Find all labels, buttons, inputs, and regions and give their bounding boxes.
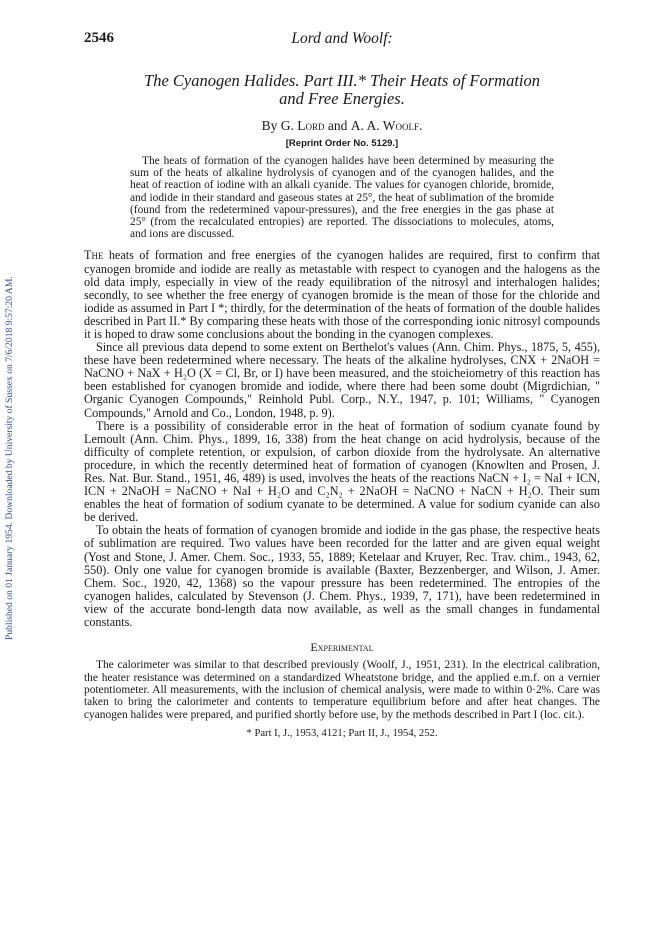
abstract: The heats of formation of the cyanogen halides have been determined by measuring the sum of the heats of alkaline hydrolysis of cyanogen and of the cyanogen halides, and the heat of reaction of iodine with an alkali cyanide. The values for cyanogen chloride, bromide, and iodide in their standard and gaseous states at 25°, the heat of sublimation of the bromide (found from the redetermined vapour-pressures), and the free energies in the gas phase at 25° (from the recalculated entropies) are reported. The dissociations to molecules, atoms, and ions are discussed.	[130, 155, 554, 241]
author-woolf: A. A. Woolf.	[350, 118, 423, 133]
page-number: 2546	[84, 30, 114, 46]
paragraph-1-lead: The	[84, 248, 104, 263]
paragraph-4: To obtain the heats of formation of cyanogen bromide and iodide in the gas phase, the respective heats of sublimation are required. Two values have been recorded for the latter and are given equal weight (Yost and Stone, J. Amer. Chem. Soc., 1933, 55, 1889; Ketelaar and Kruyer, Rec. Trav. chim., 1943, 62, 550). Only one value for cyanogen bromide is available (Baxter, Bezzenberger, and Wilson, J. Amer. Chem. Soc., 1920, 42, 1368) so the vapour pressure has been redetermined. The entropies of the cyanogen halides, calculated by Stevenson (J. Chem. Phys., 1939, 7, 171), have been redetermined in view of the accurate bond-length data now available, as well as the small changes in fundamental constants.	[84, 523, 600, 630]
experimental-paragraph: The calorimeter was similar to that described previously (Woolf, J., 1951, 231). In the electrical calibration, the heater resistance was determined on a standardized Wheatstone bridge, and the applied e.m.f. on a vernier potentiometer. All measurements, with the inclusion of chemical analysis, were made to within 0·2%. Care was taken to bring the calorimeter and contents to temperature equilibrium before and after heat changes. The cyanogen halides were prepared, and purified shortly before use, by the methods described in Part I (loc. cit.).	[84, 659, 600, 721]
article-page	[84, 30, 600, 739]
download-notice	[4, 0, 18, 936]
article-body	[84, 249, 600, 629]
title-line-1: The Cyanogen Halides. Part III.* Their Heats of Formation	[144, 71, 540, 90]
footnote: * Part I, J., 1953, 4121; Part II, J., 1954, 252.	[246, 728, 438, 740]
page-header	[84, 30, 600, 52]
download-notice-text: Published on 01 January 1954. Downloaded by University of Sussex on 7/6/2018 9:57:20 AM.	[4, 276, 15, 640]
title-line-2: and Free Energies.	[279, 89, 405, 108]
experimental-section	[84, 659, 600, 721]
paragraph-2: Since all previous data depend to some extent on Berthelot's values (Ann. Chim. Phys., 1875, 5, 455), these have been redetermined where necessary. The heats of the alkaline hydrolyses, CNX + 2NaOH = NaCNO + NaX + H₂O (X = Cl, Br, or I) have been measured, and the stoicheiometry of this reaction has been established for cyanogen bromide and iodide, where there had been some doubt (Migrdichian, " Organic Cyanogen Compounds," Reinhold Publ. Corp., N.Y., 1947, p. 101; Williams, " Cyanogen Compounds," Arnold and Co., London, 1948, p. 9).	[84, 340, 600, 420]
article-title	[84, 72, 600, 108]
and-label: and	[327, 118, 348, 133]
reprint-order: [Reprint Order No. 5129.]	[285, 138, 399, 149]
experimental-heading: Experimental	[310, 640, 374, 655]
paragraph-1	[84, 249, 600, 341]
author-lord: G. Lord	[280, 118, 325, 133]
paragraph-3: There is a possibility of considerable error in the heat of formation of sodium cyanate found by Lemoult (Ann. Chim. Phys., 1899, 16, 338) from the heat change on acid hydrolysis, because of the difficulty of complete retention, or expulsion, of carbon dioxide from the hydrolysate. An alternative procedure, in which the recently determined heat of formation of cyanogen (Knowlten and Prosen, J. Res. Nat. Bur. Stand., 1951, 46, 489) is used, involves the heats of the reactions NaCN + I₂ = NaI + ICN, ICN + 2NaOH = NaCNO + NaI + H₂O and C₂N₂ + 2NaOH = NaCNO + NaCN + H₂O. Their sum enables the heat of formation of sodium cyanate to be determined. A value for sodium cyanide can also be derived.	[84, 418, 600, 525]
paragraph-1-text: heats of formation and free energies of the cyanogen halides are required, first to confirm that cyanogen bromide and iodide are really as metastable with respect to cyanogen and the halogens as the old data imply, especially in view of the ready equilibration of the nitrosyl and interhalogen halides; secondly, to see whether the free energy of cyanogen bromide is the mean of those for the chloride and iodide as assumed in Part I *; thirdly, for the determination of the heats of formation of the double halides described in Part II.* By comparing these heats with those of the corresponding ionic nitrosyl compounds it is hoped to draw some conclusions about the bonding in the cyanogen complexes.	[84, 248, 600, 341]
author-line	[84, 118, 600, 134]
by-label: By	[261, 118, 278, 133]
running-title: Lord and Woolf:	[291, 30, 393, 47]
